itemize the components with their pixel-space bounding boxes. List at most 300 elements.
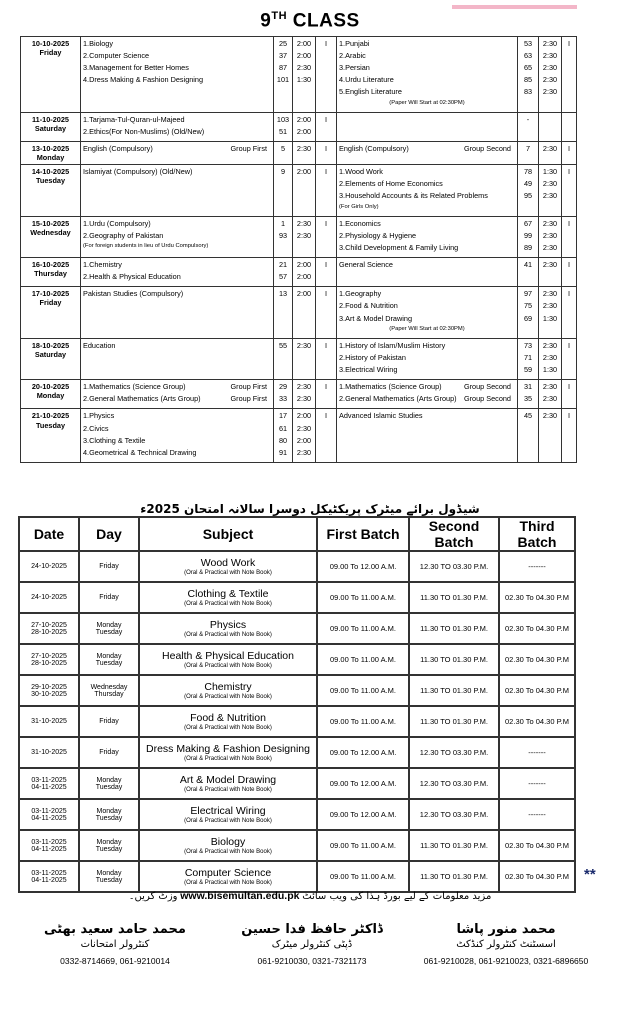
right-subject-cell [337,258,518,287]
theory-row [21,338,577,379]
left-code-cell [274,338,293,379]
first-batch: 09.00 To 12.00 A.M. [317,737,409,768]
day: Tuesday [35,420,66,430]
subject-line [339,301,515,310]
day-cell [79,737,139,768]
date: 16-10-2025 [31,260,70,270]
day-cell [79,644,139,675]
group-label: Group Second [463,394,511,404]
subject-name: 2.General Mathematics (Arts Group) [83,394,201,404]
subject-name: English (Compulsory) [83,144,153,153]
subject-line [339,394,515,403]
date-cell [21,216,81,257]
subject-cell [139,768,317,799]
paper-code: 78 [523,167,533,177]
subject-name: 2.General Mathematics (Arts Group) [339,394,457,404]
date: 20-10-2025 [31,382,70,392]
left-session-cell [316,338,337,379]
day: Monday [96,807,122,815]
third-batch: 02.30 To 04.30 P.M [499,675,575,706]
group-label: Group Second [463,144,511,153]
session-mark [318,424,334,433]
subject-line [83,167,271,176]
subject-name: Islamiyat (Compulsory) (Old/New) [83,167,193,177]
right-subject-cell [337,216,518,257]
paper-time: 2:30 [542,340,558,350]
subject-line [339,63,515,72]
third-batch: 02.30 To 04.30 P.M [499,644,575,675]
paper-code: 9 [280,167,286,177]
paper-time: 2:00 [296,39,312,48]
paper-code: - [526,114,530,124]
paper-code: 29 [278,382,288,392]
practical-row [19,830,575,861]
paper-code: 55 [278,340,288,350]
subject-note: (Oral & Practical with Note Book) [184,787,272,793]
subject-name: 2.Elements of Home Economics [339,179,443,189]
third-batch: ------- [499,551,575,582]
left-session-cell [316,142,337,165]
paper-time: 2:30 [542,75,558,85]
session-mark [564,353,574,362]
third-batch: ------- [499,737,575,768]
first-batch: 09.00 To 11.00 A.M. [317,675,409,706]
left-code-cell [274,165,293,217]
subject-name: 1.Chemistry [83,260,122,270]
practical-row [19,737,575,768]
paper-time: 2:30 [542,144,558,153]
subject-cell [139,799,317,830]
day: Monday [96,869,122,877]
subject-name: 3.Child Development & Family Living [339,243,459,252]
third-batch: 02.30 To 04.30 P.M [499,861,575,892]
date: 27-10-2025 [31,652,67,660]
date: 04-11-2025 [31,876,67,884]
website-link[interactable]: www.bisemultan.edu.pk [180,890,300,902]
left-time-cell [293,37,316,113]
paper-code: 5 [280,144,286,153]
paper-time: 2:00 [296,51,312,61]
date: 03-11-2025 [31,869,67,877]
subject-name: Biology [210,836,246,848]
day: Saturday [34,123,67,133]
paper-time: 1:30 [296,75,312,85]
subject-name: 2.Ethics(For Non-Muslims) (Old/New) [83,126,205,136]
subject-name: 3.Household Accounts & its Related Problems [339,191,488,201]
second-batch: 11.30 TO 01.30 P.M. [409,830,499,861]
second-batch: 11.30 TO 01.30 P.M. [409,582,499,613]
right-time-cell [539,380,562,409]
day: Friday [99,594,119,601]
paper-time: 2:30 [296,394,312,404]
signatory-phone: 0332-8714669, 061-9210014 [60,956,170,966]
first-batch: 09.00 To 11.00 A.M. [317,706,409,737]
subject-name: Electrical Wiring [190,805,266,817]
subject-name: Education [83,340,116,350]
practical-schedule-heading: شیڈول برائے میٹرک پریکٹیکل دوسرا سالانہ امتحان 2025ء [140,502,480,516]
subject-name: 3.Management for Better Homes [83,63,189,73]
subject-name: Pakistan Studies (Compulsory) [83,289,184,299]
third-batch: 02.30 To 04.30 P.M [499,613,575,644]
second-batch: 12.30 TO 03.30 P.M. [409,799,499,830]
day: Friday [39,298,62,308]
left-subject-cell [81,287,274,339]
session-mark: I [324,340,328,350]
session-mark [564,314,574,323]
day: Friday [99,563,119,570]
left-time-cell [293,287,316,339]
right-session-cell [562,142,577,165]
session-mark: I [567,218,571,228]
subject-name: Physics [209,619,247,631]
subject-name: Dress Making & Fashion Designing [146,743,310,755]
paper-code: 91 [278,447,288,457]
third-batch: ------- [499,799,575,830]
signatory-phone: 061-9210028, 061-9210023, 0321-6896650 [423,956,589,966]
session-mark [564,301,574,310]
day-cell [79,582,139,613]
date: 04-11-2025 [31,814,67,822]
date: 13-10-2025 [31,144,70,153]
paper-time: 2:30 [296,423,312,433]
paper-note: (For foreign students in lieu of Urdu Compulsory) [83,243,209,249]
day: Tuesday [95,628,123,636]
paper-code: 65 [523,63,533,73]
left-time-cell [293,216,316,257]
right-time-cell [539,37,562,113]
theory-row [21,287,577,339]
day: Monday [96,621,122,629]
practical-schedule-table [18,516,576,893]
right-time-cell [539,112,562,141]
session-mark [318,394,334,403]
paper-code: 101 [276,75,290,85]
subject-cell [139,613,317,644]
day: Tuesday [95,783,123,791]
practical-row [19,582,575,613]
day: Tuesday [95,659,123,667]
signatory-2 [232,922,392,966]
date-cell [19,830,79,861]
subject-line [83,115,271,124]
subject-line [83,39,271,48]
paper-time: 2:30 [296,447,312,457]
date-cell [21,338,81,379]
note-text: مزید معلومات کے لیے بورڈ ہذا کی ویب سائٹ [302,891,492,902]
practical-row [19,799,575,830]
paper-note: (Paper Will Start at 02:30PM) [389,99,465,106]
day-cell [79,830,139,861]
subject-line [83,75,271,84]
subject-cell [139,830,317,861]
subject-line [339,341,515,350]
right-time-cell [539,409,562,462]
column-header: Date [19,517,79,551]
subject-cell [139,861,317,892]
right-session-cell [562,338,577,379]
paper-code: 73 [523,340,533,350]
left-session-cell [316,112,337,141]
day: Wednesday [90,683,128,691]
subject-note: (Oral & Practical with Note Book) [184,818,272,824]
date: 03-11-2025 [31,807,67,815]
left-code-cell [274,380,293,409]
subject-line [339,219,515,228]
first-batch: 09.00 To 12.00 A.M. [317,768,409,799]
subject-name: Chemistry [204,681,252,693]
subject-name: 3.Clothing & Textile [83,435,146,445]
paper-code: 1 [280,218,286,228]
day: Friday [99,749,119,756]
subject-name: 2.Arabic [339,51,366,61]
session-mark: I [567,167,571,177]
paper-time: 2:00 [296,411,312,421]
second-batch: 11.30 TO 01.30 P.M. [409,675,499,706]
paper-code: 49 [523,179,533,189]
first-batch: 09.00 To 11.00 A.M. [317,861,409,892]
subject-name: Wood Work [200,557,256,569]
date: 03-11-2025 [31,776,67,784]
right-time-cell [539,142,562,165]
paper-time: 2:30 [296,63,312,73]
right-subject-cell [337,142,518,165]
day: Monday [36,153,65,163]
signatory-role: کنٹرولر امتحانات [80,939,150,950]
first-batch: 09.00 To 11.00 A.M. [317,830,409,861]
left-code-cell [274,216,293,257]
subject-name: 1.Geography [339,289,382,299]
paper-time: 2:30 [296,144,312,153]
subject-line [83,127,271,136]
practical-row [19,861,575,892]
day: Tuesday [95,876,123,884]
subject-line [83,219,271,228]
session-mark [564,231,574,240]
subject-line [83,394,271,403]
day: Monday [96,776,122,784]
subject-name: Food & Nutrition [190,712,266,724]
subject-name: 3.Art & Model Drawing [339,313,412,323]
subject-name: 2.Physiology & Hygiene [339,230,417,240]
date: 31-10-2025 [31,718,67,725]
right-code-cell [518,287,539,339]
theory-schedule-table [20,36,577,463]
right-subject-cell [337,37,518,113]
column-header: Second Batch [409,517,499,551]
day: Monday [96,652,122,660]
session-mark: I [567,260,571,270]
left-code-cell [274,112,293,141]
date-cell [21,380,81,409]
left-subject-cell [81,380,274,409]
session-mark [564,243,574,252]
subject-name: 1.History of Islam/Muslim History [339,340,446,350]
column-header: First Batch [317,517,409,551]
subject-note: (Oral & Practical with Note Book) [184,880,272,886]
subject-name: 1.Physics [83,411,115,421]
subject-name: 5.English Literature [339,87,402,97]
paper-time: 2:30 [542,353,558,362]
date-cell [21,112,81,141]
subject-line [339,191,515,200]
date-cell [19,861,79,892]
session-mark [564,115,574,124]
paper-code: 97 [523,289,533,299]
right-code-cell [518,112,539,141]
session-mark [564,394,574,403]
date-cell [19,644,79,675]
date: 15-10-2025 [31,218,70,228]
date-cell [19,675,79,706]
paper-time: 2:30 [542,87,558,97]
paper-code: 83 [523,87,533,97]
theory-row [21,216,577,257]
left-subject-cell [81,338,274,379]
left-code-cell [274,258,293,287]
subject-line [339,179,515,188]
date: 28-10-2025 [31,628,67,636]
subject-cell [139,551,317,582]
subject-name: 2.Civics [83,423,109,433]
signatory-phone: 061-9210030, 0321-7321173 [257,956,367,966]
subject-line [339,382,515,391]
signatory-3 [20,922,210,966]
paper-code: 67 [523,218,533,228]
right-time-cell [539,216,562,257]
session-mark [318,127,334,136]
paper-time: 2:30 [542,243,558,252]
subject-note: (Oral & Practical with Note Book) [184,849,272,855]
paper-code: 95 [523,191,533,201]
subject-line [339,260,515,269]
paper-time: 2:30 [542,230,558,240]
date-cell [21,409,81,462]
subject-cell [139,737,317,768]
left-code-cell [274,409,293,462]
right-session-cell [562,112,577,141]
date: 04-11-2025 [31,783,67,791]
third-batch: 02.30 To 04.30 P.M [499,582,575,613]
first-batch: 09.00 To 11.00 A.M. [317,644,409,675]
paper-time: 2:30 [296,340,312,350]
date-cell [21,37,81,113]
date: 10-10-2025 [31,39,70,48]
group-label: Group First [230,394,267,404]
signatory-name: ڈاکٹر حافظ فدا حسین [241,922,383,937]
subject-line [83,448,271,457]
paper-code: 35 [523,394,533,404]
theory-row [21,258,577,287]
paper-time: 2:30 [542,63,558,73]
paper-code: 21 [278,260,288,270]
theory-row [21,380,577,409]
right-code-cell [518,409,539,462]
paper-time: 2:30 [296,382,312,392]
website-note [0,890,620,902]
session-mark [318,75,334,84]
date-cell [19,706,79,737]
subject-name: 2.Food & Nutrition [339,301,398,311]
subject-line [83,260,271,269]
left-session-cell [316,380,337,409]
left-subject-cell [81,258,274,287]
subject-note: (Oral & Practical with Note Book) [184,570,272,576]
subject-line [339,314,515,323]
paper-code: 41 [523,260,533,270]
subject-line [83,63,271,72]
session-mark [564,75,574,84]
paper-code: 33 [278,394,288,404]
date-cell [19,768,79,799]
subject-line [339,87,515,96]
left-time-cell [293,165,316,217]
paper-time: 2:00 [296,272,312,282]
session-mark [564,365,574,374]
second-batch: 11.30 TO 01.30 P.M. [409,613,499,644]
day: Monday [96,838,122,846]
practical-row [19,675,575,706]
day-cell [79,613,139,644]
subject-line [83,289,271,298]
paper-time: 2:30 [542,411,558,421]
right-subject-cell [337,409,518,462]
day-cell [79,551,139,582]
left-subject-cell [81,112,274,141]
subject-line [83,411,271,420]
subject-line [339,365,515,374]
session-mark: I [324,167,328,177]
right-code-cell [518,37,539,113]
date: 30-10-2025 [31,690,67,698]
subject-note: (Oral & Practical with Note Book) [184,725,272,731]
right-code-cell [518,142,539,165]
right-session-cell [562,409,577,462]
left-session-cell [316,287,337,339]
subject-cell [139,706,317,737]
subject-cell [139,644,317,675]
right-code-cell [518,258,539,287]
paper-time: 2:00 [296,289,312,299]
right-session-cell [562,258,577,287]
subject-name: 2.Computer Science [83,51,150,61]
date: 28-10-2025 [31,659,67,667]
right-session-cell [562,287,577,339]
practical-row [19,644,575,675]
day-cell [79,799,139,830]
left-time-cell [293,409,316,462]
session-mark [318,272,334,281]
session-mark: I [324,144,328,153]
paper-time: 2:30 [542,394,558,404]
paper-code: 17 [278,411,288,421]
subject-name: English (Compulsory) [339,144,409,153]
right-subject-cell [337,287,518,339]
right-time-cell [539,165,562,217]
day: Thursday [34,269,67,279]
subject-line [339,353,515,362]
subject-name: 1.Wood Work [339,167,383,177]
theory-row [21,37,577,113]
subject-note: (Oral & Practical with Note Book) [184,601,272,607]
paper-code: 57 [278,272,288,282]
session-mark: I [567,144,571,153]
right-subject-cell [337,380,518,409]
paper-time: 2:30 [542,218,558,228]
left-code-cell [274,287,293,339]
paper-code: 93 [278,230,288,240]
left-subject-cell [81,165,274,217]
paper-time: 2:30 [542,289,558,299]
